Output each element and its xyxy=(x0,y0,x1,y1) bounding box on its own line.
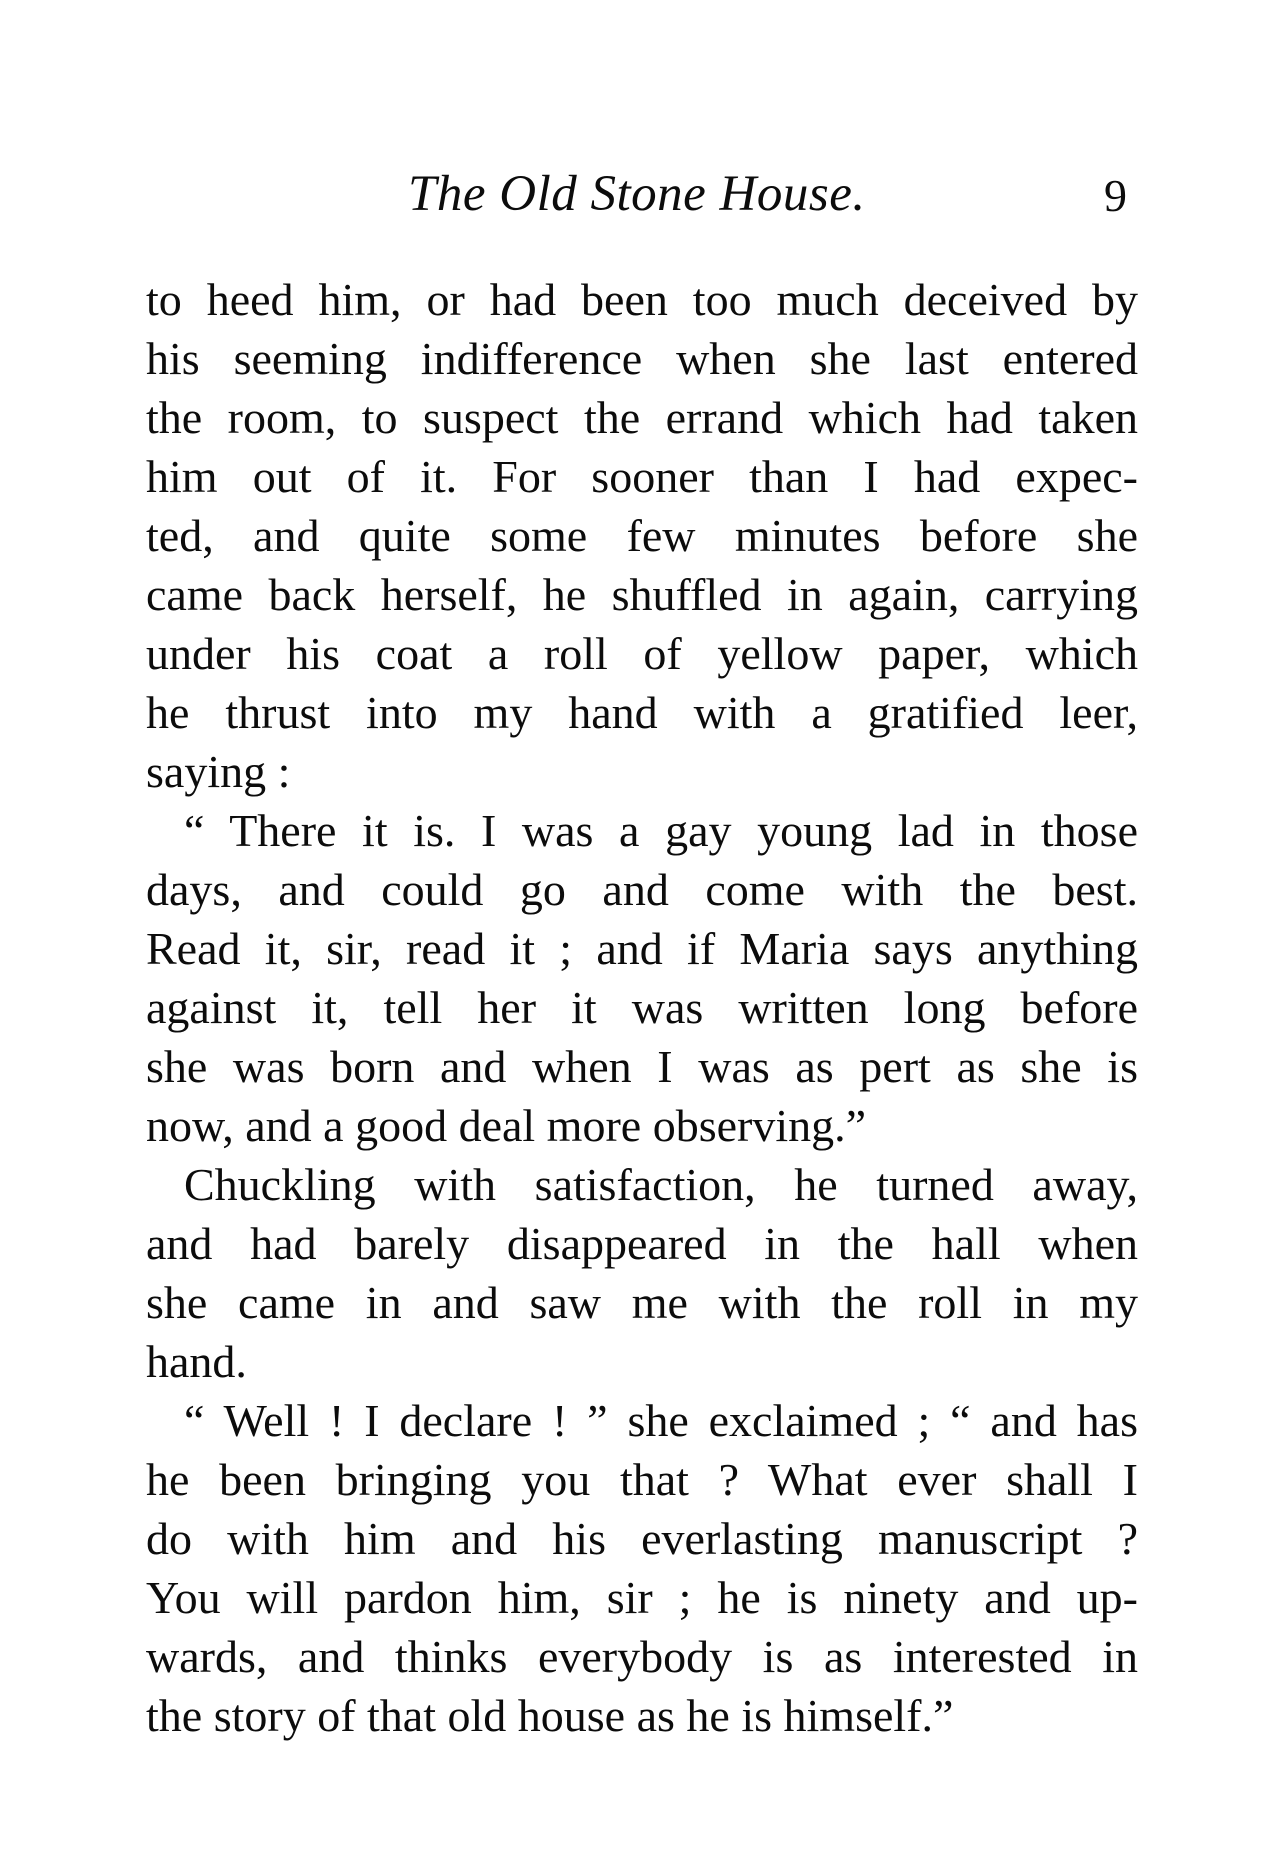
text-line: to heed him, or had been too much deceived by xyxy=(146,274,1138,325)
text-line: him out of it. For sooner than I had expec- xyxy=(146,451,1138,502)
body-text xyxy=(146,270,1138,1745)
text-line: the story of that old house as he is himself.” xyxy=(146,1690,954,1741)
text-line: now, and a good deal more observing.” xyxy=(146,1100,867,1151)
text-line: “ Well ! I declare ! ” she exclaimed ; “ and has xyxy=(184,1395,1138,1446)
text-line: “ There it is. I was a gay young lad in those xyxy=(184,805,1138,856)
text-line: Read it, sir, read it ; and if Maria says anything xyxy=(146,923,1138,974)
text-line: and had barely disappeared in the hall when xyxy=(146,1218,1138,1269)
text-line: she was born and when I was as pert as she is xyxy=(146,1041,1138,1092)
text-line: she came in and saw me with the roll in my xyxy=(146,1277,1138,1328)
text-line: he thrust into my hand with a gratified leer, xyxy=(146,687,1138,738)
text-line: do with him and his everlasting manuscript ? xyxy=(146,1513,1138,1564)
text-line: wards, and thinks everybody is as interested in xyxy=(146,1631,1138,1682)
text-line: saying : xyxy=(146,746,291,797)
text-line: ted, and quite some few minutes before she xyxy=(146,510,1138,561)
text-line: came back herself, he shuffled in again, carrying xyxy=(146,569,1138,620)
text-line: against it, tell her it was written long before xyxy=(146,982,1138,1033)
text-line: You will pardon him, sir ; he is ninety and up- xyxy=(146,1572,1138,1623)
text-line: he been bringing you that ? What ever shall I xyxy=(146,1454,1138,1505)
running-head xyxy=(0,165,1277,225)
running-title: The Old Stone House. xyxy=(408,166,866,222)
text-line: hand. xyxy=(146,1336,247,1387)
page-number: 9 xyxy=(1104,170,1127,221)
text-line: under his coat a roll of yellow paper, which xyxy=(146,628,1138,679)
text-line: Chuckling with satisfaction, he turned away, xyxy=(184,1159,1138,1210)
text-line: days, and could go and come with the best. xyxy=(146,864,1138,915)
text-line: the room, to suspect the errand which had taken xyxy=(146,392,1138,443)
text-line: his seeming indifference when she last entered xyxy=(146,333,1138,384)
